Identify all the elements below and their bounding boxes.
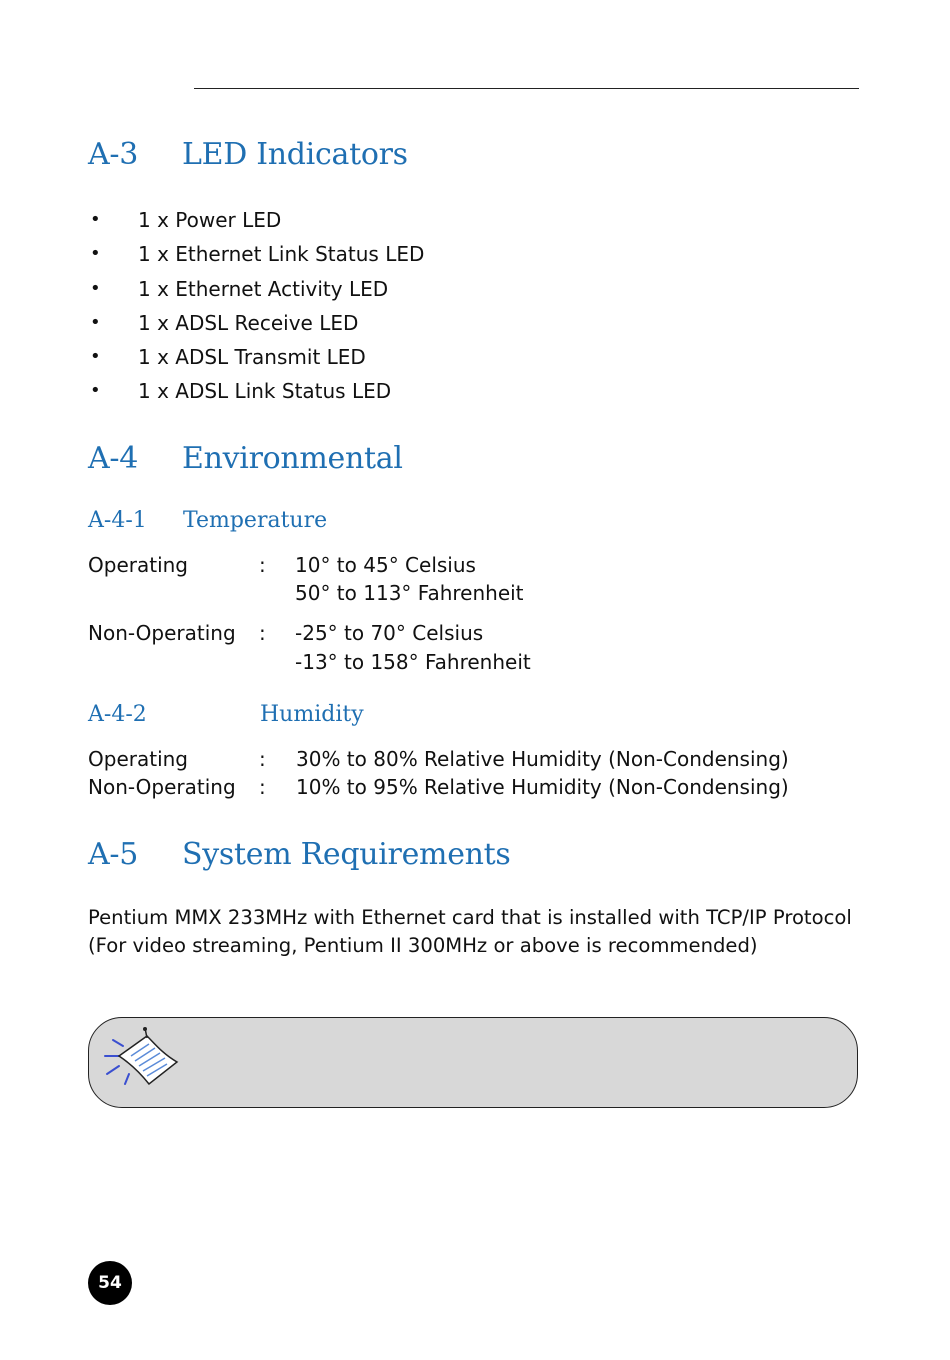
temp-operating-label: Operating [88, 553, 188, 577]
section-title: LED Indicators [182, 137, 408, 172]
section-heading-a3 [88, 137, 408, 172]
temp-operating-fahrenheit: 50° to 113° Fahrenheit [295, 581, 524, 605]
subsection-heading-a41 [88, 508, 327, 533]
page-number: 54 [88, 1261, 132, 1305]
temp-nonoperating-celsius: -25° to 70° Celsius [295, 621, 484, 645]
header-rule [194, 88, 859, 89]
note-box [88, 1017, 858, 1108]
subsection-title: Temperature [183, 508, 328, 533]
subsection-number: A-4-1 [88, 508, 147, 533]
humidity-nonoperating-value: 10% to 95% Relative Humidity (Non-Condensing) [296, 775, 789, 799]
list-item: • 1 x Ethernet Link Status LED [88, 239, 424, 273]
section-number: A-4 [88, 441, 138, 476]
section-title: Environmental [182, 441, 403, 476]
temp-nonoperating-label: Non-Operating [88, 621, 236, 645]
section-number: A-5 [88, 837, 138, 872]
temp-nonoperating-sep: : [259, 621, 266, 645]
temp-operating-celsius: 10° to 45° Celsius [295, 553, 476, 577]
humidity-operating-sep: : [259, 747, 266, 771]
section-title: System Requirements [182, 837, 511, 872]
list-item: • 1 x ADSL Link Status LED [88, 376, 424, 410]
led-indicator-list [88, 205, 424, 411]
humidity-nonoperating-label: Non-Operating [88, 775, 236, 799]
temp-operating-sep: : [259, 553, 266, 577]
temp-nonoperating-fahrenheit: -13° to 158° Fahrenheit [295, 650, 531, 674]
section-heading-a5 [88, 837, 511, 872]
list-item: • 1 x ADSL Transmit LED [88, 342, 424, 376]
subsection-number: A-4-2 [88, 702, 147, 727]
section-heading-a4 [88, 441, 403, 476]
section-number: A-3 [88, 137, 138, 172]
humidity-operating-label: Operating [88, 747, 188, 771]
list-item: • 1 x Power LED [88, 205, 424, 239]
system-requirements-text: Pentium MMX 233MHz with Ethernet card that is installed with TCP/IP Protocol (For video streaming, Pentium II 300MHz or above is recommended) [88, 906, 852, 957]
subsection-title: Humidity [260, 702, 364, 727]
humidity-operating-value: 30% to 80% Relative Humidity (Non-Condensing) [296, 747, 789, 771]
list-item: • 1 x Ethernet Activity LED [88, 274, 424, 308]
subsection-heading-a42 [88, 702, 364, 727]
humidity-nonoperating-sep: : [259, 775, 266, 799]
note-paper-icon [97, 1026, 181, 1102]
list-item: • 1 x ADSL Receive LED [88, 308, 424, 342]
